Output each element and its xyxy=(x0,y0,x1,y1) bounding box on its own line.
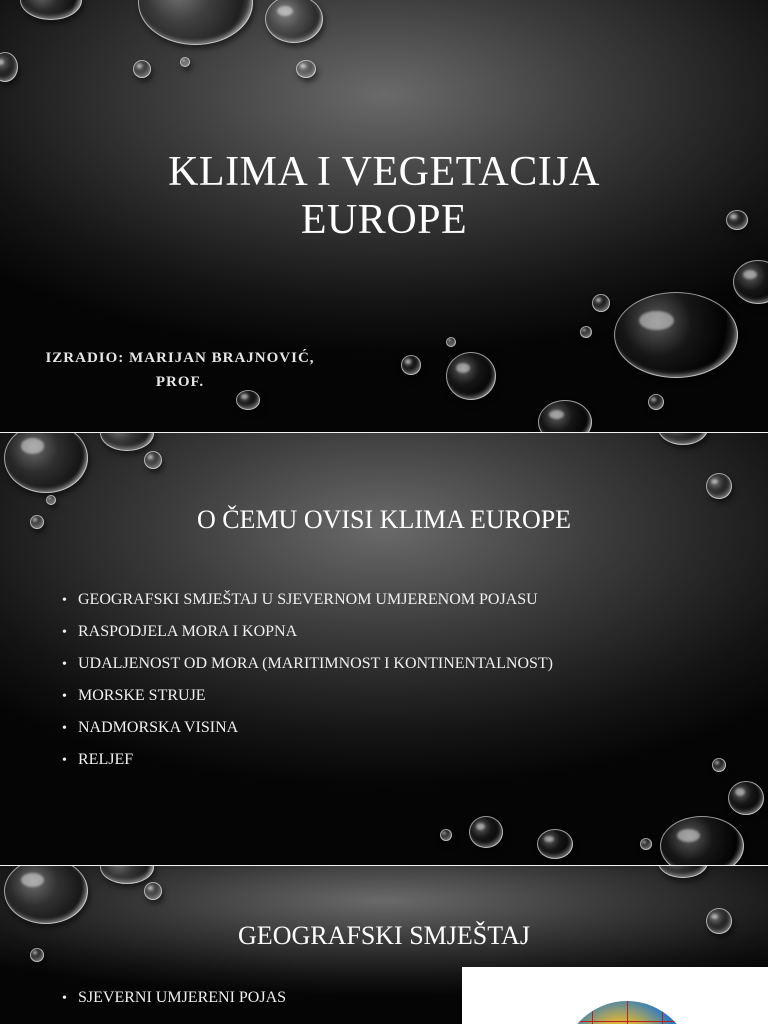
water-drop-decoration xyxy=(265,0,323,43)
bullet-list xyxy=(62,982,286,1014)
bullet-list xyxy=(62,584,553,776)
water-drop-decoration xyxy=(133,60,151,78)
water-drop-decoration xyxy=(580,326,592,338)
water-drop-decoration xyxy=(46,495,56,505)
bullet-item: • GEOGRAFSKI SMJEŠTAJ U SJEVERNOM UMJERENOM POJASU xyxy=(62,584,553,616)
water-drop-decoration xyxy=(706,473,732,499)
globe-icon xyxy=(562,1001,692,1024)
bullet-item: • RASPODJELA MORA I KOPNA xyxy=(62,616,553,648)
author-line-1: IZRADIO: MARIJAN BRAJNOVIĆ, xyxy=(45,350,315,366)
water-drop-decoration xyxy=(138,0,253,45)
water-drop-decoration xyxy=(648,394,664,410)
bullet-item: • NADMORSKA VISINA xyxy=(62,712,553,744)
water-drop-decoration xyxy=(658,866,708,878)
slide-heading: O ČEMU OVISI KLIMA EUROPE xyxy=(196,505,572,534)
slide-heading: GEOGRAFSKI SMJEŠTAJ xyxy=(238,921,530,950)
author-credit xyxy=(30,346,330,394)
water-drop-decoration xyxy=(180,57,190,67)
water-drop-decoration xyxy=(144,882,162,900)
water-drop-decoration xyxy=(0,52,18,82)
water-drop-decoration xyxy=(446,352,496,400)
water-drop-decoration xyxy=(537,829,573,859)
water-drop-decoration xyxy=(592,294,610,312)
water-drop-decoration xyxy=(733,260,768,304)
slide-title-text xyxy=(0,148,768,244)
water-drop-decoration xyxy=(4,866,88,924)
bullet-item: • MORSKE STRUJE xyxy=(62,680,553,712)
author-line-2: PROF. xyxy=(155,374,205,390)
bullet-item: • UDALJENOST OD MORA (MARITIMNOST I KONTINENTALNOST) xyxy=(62,648,553,680)
water-drop-decoration xyxy=(100,866,154,884)
water-drop-decoration xyxy=(538,400,592,432)
water-drop-decoration xyxy=(728,781,764,815)
water-drop-decoration xyxy=(440,829,452,841)
water-drop-decoration xyxy=(469,816,503,848)
water-drop-decoration xyxy=(296,60,316,78)
water-drop-decoration xyxy=(712,758,726,772)
slide-geographic-position xyxy=(0,866,768,1024)
water-drop-decoration xyxy=(658,433,708,445)
title-line-2: EUROPE xyxy=(300,197,468,243)
water-drop-decoration xyxy=(144,451,162,469)
water-drop-decoration xyxy=(4,433,88,493)
water-drop-decoration xyxy=(100,433,154,451)
water-drop-decoration xyxy=(446,337,456,347)
water-drop-decoration xyxy=(640,838,652,850)
water-drop-decoration xyxy=(401,355,421,375)
slide-climate-factors xyxy=(0,433,768,865)
title-line-1: KLIMA I VEGETACIJA xyxy=(168,149,600,195)
water-drop-decoration xyxy=(660,816,744,865)
globe-image xyxy=(462,967,768,1024)
slide-title xyxy=(0,0,768,432)
water-drop-decoration xyxy=(614,292,738,378)
bullet-item: • SJEVERNI UMJERENI POJAS xyxy=(62,982,286,1014)
bullet-item: • RELJEF xyxy=(62,744,553,776)
water-drop-decoration xyxy=(20,0,82,20)
